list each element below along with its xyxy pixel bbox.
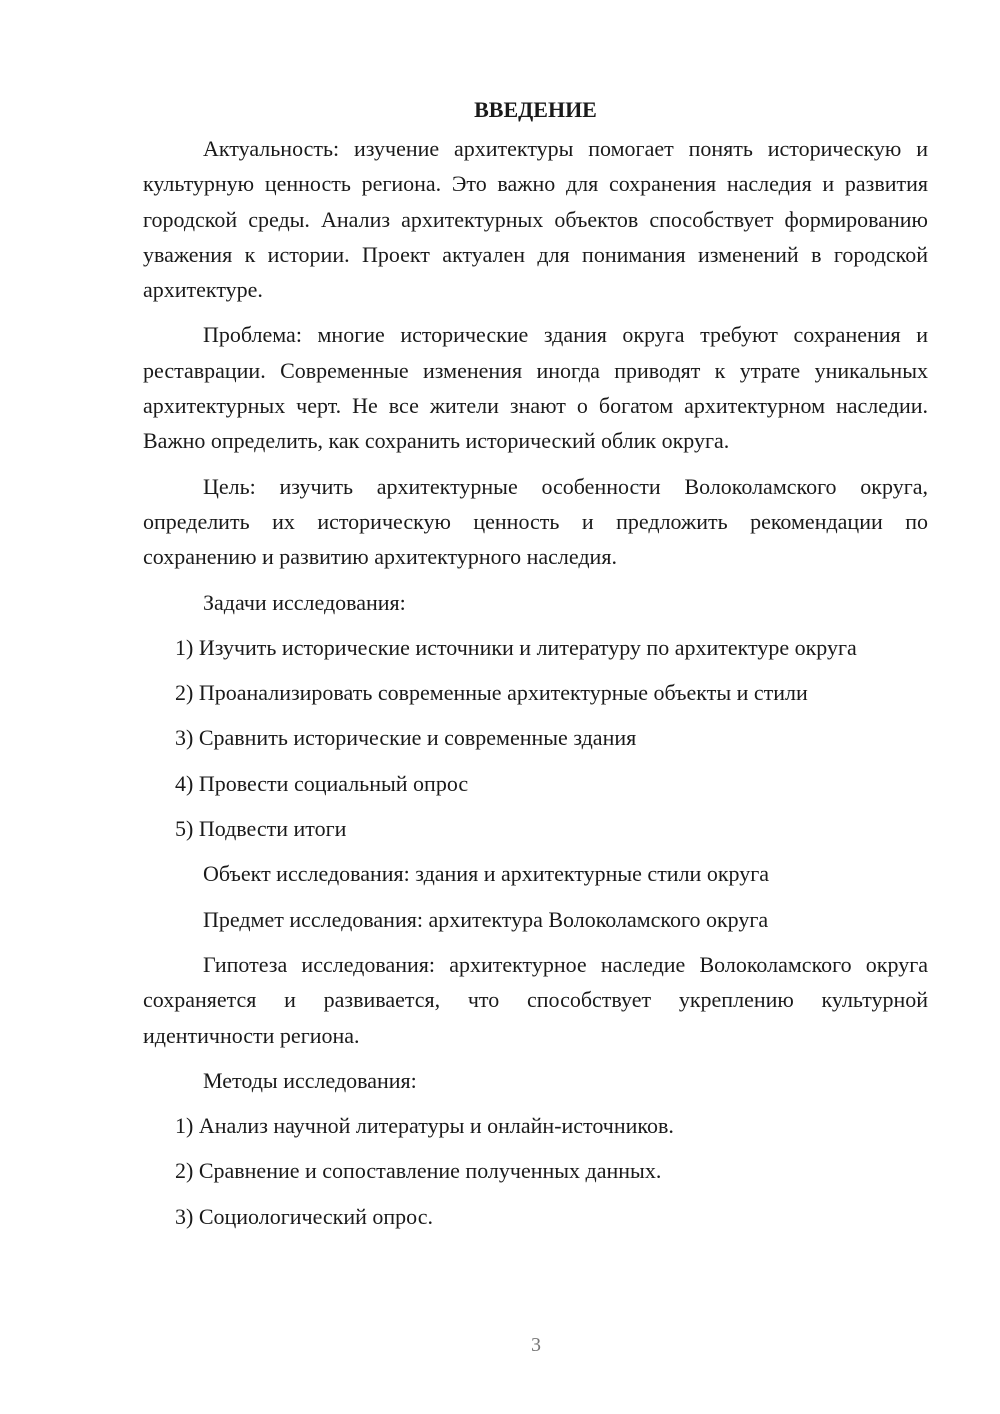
methods-list bbox=[143, 1108, 928, 1234]
object-paragraph: Объект исследования: здания и архитектурные стили округа bbox=[203, 861, 770, 887]
hypothesis-paragraph: Гипотеза исследования: архитектурное наследие Волоколамского округа сохраняется и развивается, что способствует укреплению культурной идентичности региона. bbox=[143, 951, 928, 1048]
methods-title: Методы исследования: bbox=[203, 1067, 417, 1093]
tasks-title: Задачи исследования: bbox=[203, 589, 406, 615]
relevance-paragraph: Актуальность: изучение архитектуры помогает понять историческую и культурную ценность региона. Это важно для сохранения наследия и развития городской среды. Анализ архитектурных объектов способствует формированию уважения к истории. Проект актуален для понимания изменений в городской архитектуре. bbox=[143, 136, 928, 303]
method-item: 3) Социологический опрос. bbox=[175, 1203, 433, 1229]
task-item: 4) Провести социальный опрос bbox=[175, 770, 469, 796]
page-title: ВВЕДЕНИЕ bbox=[474, 97, 597, 122]
tasks-list bbox=[143, 630, 928, 846]
problem-paragraph: Проблема: многие исторические здания округа требуют сохранения и реставрации. Современные изменения иногда приводят к утрате уникальных архитектурных черт. Не все жители знают о богатом архитектурном наследии. Важно определить, как сохранить исторический облик округа. bbox=[143, 322, 928, 454]
page-number: 3 bbox=[531, 1334, 541, 1356]
task-item: 1) Изучить исторические источники и литературу по архитектуре округа bbox=[175, 634, 857, 660]
method-item: 1) Анализ научной литературы и онлайн-источников. bbox=[175, 1113, 674, 1139]
subject-paragraph: Предмет исследования: архитектура Волоколамского округа bbox=[203, 906, 769, 932]
document-page bbox=[143, 92, 928, 1244]
task-item: 2) Проанализировать современные архитектурные объекты и стили bbox=[175, 680, 808, 706]
task-item: 5) Подвести итоги bbox=[175, 816, 347, 842]
goal-paragraph: Цель: изучить архитектурные особенности Волоколамского округа, определить их историческую ценность и предложить рекомендации по сохранению и развитию архитектурного наследия. bbox=[143, 473, 928, 570]
method-item: 2) Сравнение и сопоставление полученных данных. bbox=[175, 1158, 662, 1184]
task-item: 3) Сравнить исторические и современные здания bbox=[175, 725, 637, 751]
